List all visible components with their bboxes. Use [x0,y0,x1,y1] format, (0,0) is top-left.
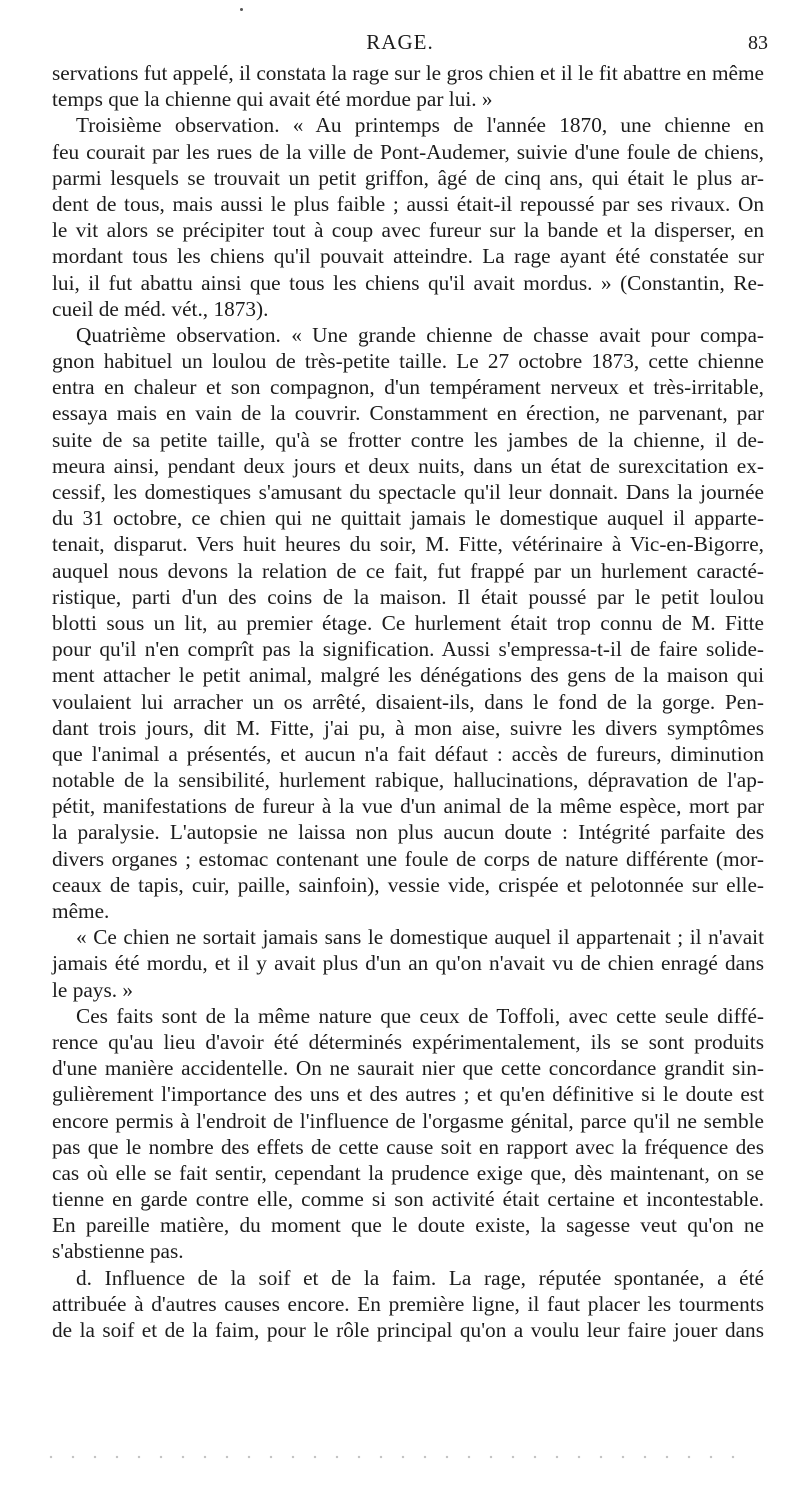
page-number: 83 [748,32,768,54]
text-line: cueil de méd. vét., 1873). [52,296,269,321]
text-line: temps que la chienne qui avait été mordue par lui. » [52,87,493,112]
text-line: rence qu'au lieu d'avoir été déterminés expérimentalement, ils se sont produits [52,1029,764,1054]
text-line: pétit, manifestations de fureur à la vue d'un animal de la même espèce, mort par [52,794,764,819]
text-line: Ces faits sont de la même nature que ceux de Toffoli, avec cette seule diffé- [76,1003,764,1028]
text-line: meura ainsi, pendant deux jours et deux nuits, dans un état de surexcitation ex- [52,453,764,478]
text-line: lui, il fut abattu ainsi que tous les chiens qu'il avait mordus. » (Constantin, Re- [52,270,764,295]
text-line: dent de tous, mais aussi le plus faible ; aussi était-il repoussé par ses rivaux. On [52,191,764,216]
running-title: RAGE. [366,30,434,54]
text-line: En pareille matière, du moment que le doute existe, la sagesse veut qu'on ne [52,1213,764,1238]
text-line: Troisième observation. « Au printemps de l'année 1870, une chienne en [76,113,764,138]
text-line: dant trois jours, dit M. Fitte, j'ai pu, à mon aise, suivre les divers symptômes [52,715,764,740]
text-line: jamais été mordu, et il y avait plus d'un an qu'on n'avait vu de chien enragé dans [52,951,764,976]
text-line: le vit alors se précipiter tout à coup avec fureur sur la bande et la disperser, en [52,218,764,243]
page-speck [240,8,243,11]
text-line: gnon habituel un loulou de très-petite taille. Le 27 octobre 1873, cette chienne [52,349,764,374]
text-line: notable de la sensibilité, hurlement rabique, hallucinations, dépravation de l'ap- [52,768,764,793]
text-line: encore permis à l'endroit de l'influence de l'orgasme génital, parce qu'il ne semble [52,1108,764,1133]
text-line: attribuée à d'autres causes encore. En première ligne, il faut placer les tourments [52,1291,764,1316]
text-line: même. [52,899,110,923]
text-line: tienne en garde contre elle, comme si son activité était certaine et incontestable. [52,1187,764,1212]
text-line: auquel nous devons la relation de ce fait, fut frappé par un hurlement caracté- [52,558,764,583]
text-line: du 31 octobre, ce chien qui ne quittait jamais le domestique auquel il apparte- [52,506,764,531]
text-line: Quatrième observation. « Une grande chienne de chasse avait pour compa- [76,322,764,347]
text-line: d. Influence de la soif et de la faim. La rage, réputée spontanée, a été [76,1265,764,1290]
text-line: suite de sa petite taille, qu'à se frotter contre les jambes de la chienne, il de- [52,427,764,452]
text-line: de la soif et de la faim, pour le rôle principal qu'on a voulu leur faire jouer dans [52,1318,764,1342]
footer-dotted-rule [40,1455,740,1459]
text-line: cessif, les domestiques s'amusant du spectacle qu'il leur donnait. Dans la journée [52,480,764,504]
text-line: blotti sous un lit, au premier étage. Ce hurlement était trop connu de M. Fitte [52,610,764,635]
text-line: s'abstienne pas. [52,1239,184,1264]
text-line: la paralysie. L'autopsie ne laissa non plus aucun doute : Intégrité parfaite des [52,820,764,845]
text-line: entra en chaleur et son compagnon, d'un tempérament nerveux et très-irritable, [52,375,764,400]
text-line: que l'animal a présentés, et aucun n'a fait défaut : accès de fureurs, diminution [52,741,764,766]
text-line: voulaient lui arracher un os arrêté, disaient-ils, dans le fond de la gorge. Pen- [52,689,764,714]
text-line: servations fut appelé, il constata la rage sur le gros chien et il le fit abattre en même [52,61,764,85]
text-line: ceaux de tapis, cuir, paille, sainfoin), vessie vide, crispée et pelotonnée sur elle- [52,872,764,897]
text-line: ment attacher le petit animal, malgré les dénégations des gens de la maison qui [52,663,764,688]
text-line: essaya mais en vain de la couvrir. Constamment en érection, ne parvenant, par [52,401,764,426]
text-line: pas que le nombre des effets de cette cause soit en rapport avec la fréquence des [52,1134,764,1159]
text-line: tenait, disparut. Vers huit heures du soir, M. Fitte, vétérinaire à Vic-en-Bigorre, [52,532,764,557]
text-line: feu courait par les rues de la ville de Pont-Audemer, suivie d'une foule de chiens, [52,139,764,164]
text-line: gulièrement l'importance des uns et des autres ; et qu'en définitive si le doute est [52,1082,764,1107]
text-line: cas où elle se fait sentir, cependant la prudence exige que, dès maintenant, on se [52,1160,764,1185]
body-text [52,60,764,1343]
text-line: parmi lesquels se trouvait un petit griffon, âgé de cinq ans, qui était le plus ar- [52,165,764,190]
page-header [0,30,800,58]
text-line: « Ce chien ne sortait jamais sans le domestique auquel il appartenait ; il n'avait [76,925,764,950]
text-line: d'une manière accidentelle. On ne saurait nier que cette concordance grandit sin- [52,1056,764,1081]
text-line: pour qu'il n'en comprît pas la signification. Aussi s'empressa-t-il de faire solide- [52,637,764,662]
text-line: ristique, parti d'un des coins de la maison. Il était poussé par le petit loulou [52,584,764,609]
text-line: mordant tous les chiens qu'il pouvait atteindre. La rage ayant été constatée sur [52,244,764,269]
text-line: divers organes ; estomac contenant une foule de corps de nature différente (mor- [52,846,764,871]
text-line: le pays. » [52,977,134,1002]
